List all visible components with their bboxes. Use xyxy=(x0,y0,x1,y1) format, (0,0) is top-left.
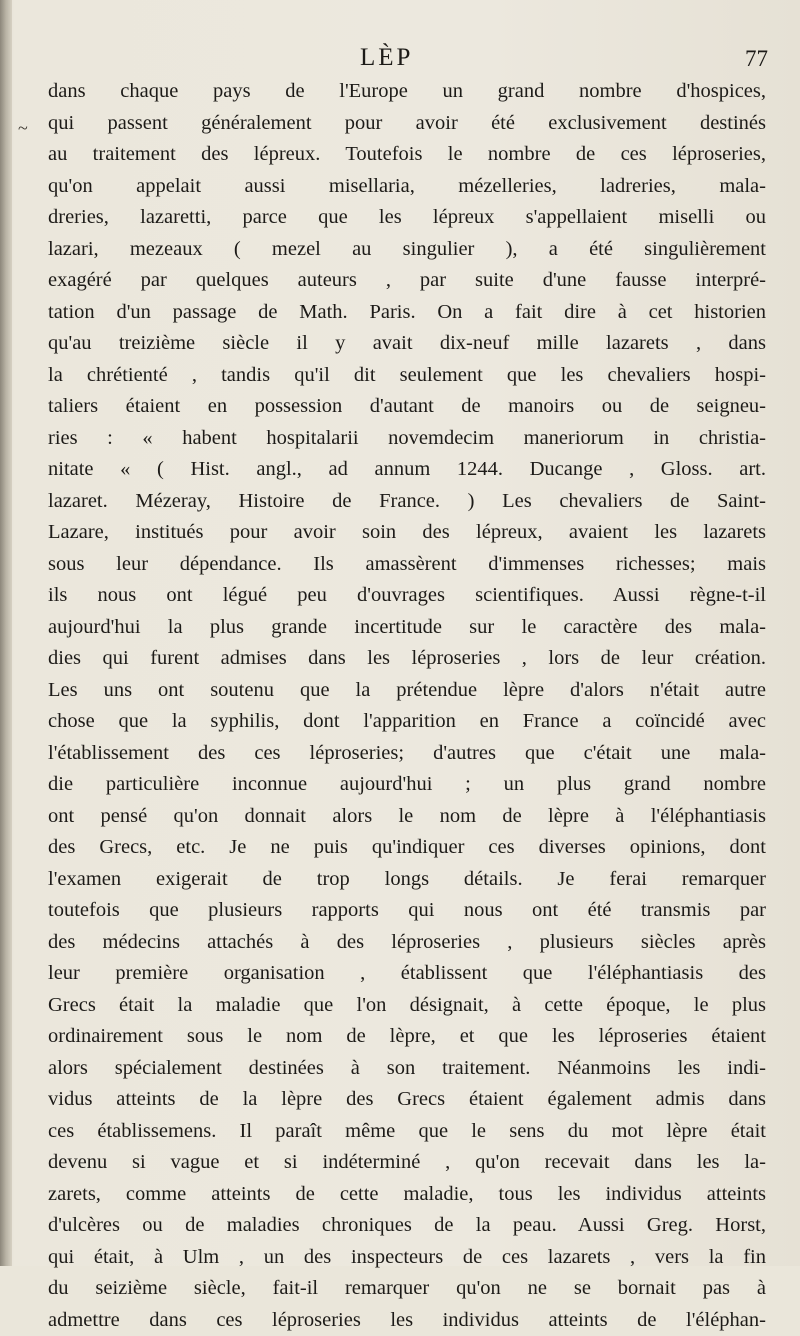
text-line: qu'on appelait aussi misellaria, mézelleries, ladreries, mala- xyxy=(48,171,766,203)
text-line: admettre dans ces léproseries les individus atteints de l'éléphan- xyxy=(48,1305,766,1336)
text-line: exagéré par quelques auteurs , par suite d'une fausse interpré- xyxy=(48,265,766,297)
running-title: LÈP xyxy=(360,44,413,72)
text-line: qui était, à Ulm , un des inspecteurs de ces lazarets , vers la fin xyxy=(48,1242,766,1274)
text-line: Les uns ont soutenu que la prétendue lèpre d'alors n'était autre xyxy=(48,675,766,707)
text-line: ils nous ont légué peu d'ouvrages scientifiques. Aussi règne-t-il xyxy=(48,580,766,612)
text-line: ordinairement sous le nom de lèpre, et que les léproseries étaient xyxy=(48,1021,766,1053)
text-line: ont pensé qu'on donnait alors le nom de lèpre à l'éléphantiasis xyxy=(48,801,766,833)
text-line: l'établissement des ces léproseries; d'autres que c'était une mala- xyxy=(48,738,766,770)
text-line: ries : « habent hospitalarii novemdecim maneriorum in christia- xyxy=(48,423,766,455)
text-line: d'ulcères ou de maladies chroniques de la peau. Aussi Greg. Horst, xyxy=(48,1210,766,1242)
text-line: zarets, comme atteints de cette maladie, tous les individus atteints xyxy=(48,1179,766,1211)
text-line: qu'au treizième siècle il y avait dix-neuf mille lazarets , dans xyxy=(48,328,766,360)
text-line: die particulière inconnue aujourd'hui ; un plus grand nombre xyxy=(48,769,766,801)
text-line: aujourd'hui la plus grande incertitude sur le caractère des mala- xyxy=(48,612,766,644)
text-line: des médecins attachés à des léproseries , plusieurs siècles après xyxy=(48,927,766,959)
text-line: chose que la syphilis, dont l'apparition en France a coïncidé avec xyxy=(48,706,766,738)
page-binding-edge xyxy=(0,0,12,1266)
text-line: dans chaque pays de l'Europe un grand nombre d'hospices, xyxy=(48,76,766,108)
text-line: nitate « ( Hist. angl., ad annum 1244. Ducange , Gloss. art. xyxy=(48,454,766,486)
text-line: leur première organisation , établissent que l'éléphantiasis des xyxy=(48,958,766,990)
body-text xyxy=(48,76,766,1336)
text-line: taliers étaient en possession d'autant de manoirs ou de seigneu- xyxy=(48,391,766,423)
text-line: la chrétienté , tandis qu'il dit seulement que les chevaliers hospi- xyxy=(48,360,766,392)
text-line: devenu si vague et si indéterminé , qu'on recevait dans les la- xyxy=(48,1147,766,1179)
text-line: toutefois que plusieurs rapports qui nous ont été transmis par xyxy=(48,895,766,927)
text-line: vidus atteints de la lèpre des Grecs étaient également admis dans xyxy=(48,1084,766,1116)
text-line: dies qui furent admises dans les léproseries , lors de leur création. xyxy=(48,643,766,675)
text-line: dreries, lazaretti, parce que les lépreux s'appellaient miselli ou xyxy=(48,202,766,234)
margin-mark: ~ xyxy=(18,118,28,139)
text-line: au traitement des lépreux. Toutefois le nombre de ces léproseries, xyxy=(48,139,766,171)
text-line: lazari, mezeaux ( mezel au singulier ), a été singulièrement xyxy=(48,234,766,266)
text-line: alors spécialement destinées à son traitement. Néanmoins les indi- xyxy=(48,1053,766,1085)
text-line: qui passent généralement pour avoir été exclusivement destinés xyxy=(48,108,766,140)
text-line: Lazare, institués pour avoir soin des lépreux, avaient les lazarets xyxy=(48,517,766,549)
text-line: sous leur dépendance. Ils amassèrent d'immenses richesses; mais xyxy=(48,549,766,581)
text-line: des Grecs, etc. Je ne puis qu'indiquer ces diverses opinions, dont xyxy=(48,832,766,864)
text-line: du seizième siècle, fait-il remarquer qu'on ne se bornait pas à xyxy=(48,1273,766,1305)
text-line: l'examen exigerait de trop longs détails. Je ferai remarquer xyxy=(48,864,766,896)
page-number: 77 xyxy=(745,46,768,72)
text-line: lazaret. Mézeray, Histoire de France. ) Les chevaliers de Saint- xyxy=(48,486,766,518)
text-line: tation d'un passage de Math. Paris. On a fait dire à cet historien xyxy=(48,297,766,329)
page-header xyxy=(0,44,800,76)
text-line: Grecs était la maladie que l'on désignait, à cette époque, le plus xyxy=(48,990,766,1022)
text-line: ces établissemens. Il paraît même que le sens du mot lèpre était xyxy=(48,1116,766,1148)
